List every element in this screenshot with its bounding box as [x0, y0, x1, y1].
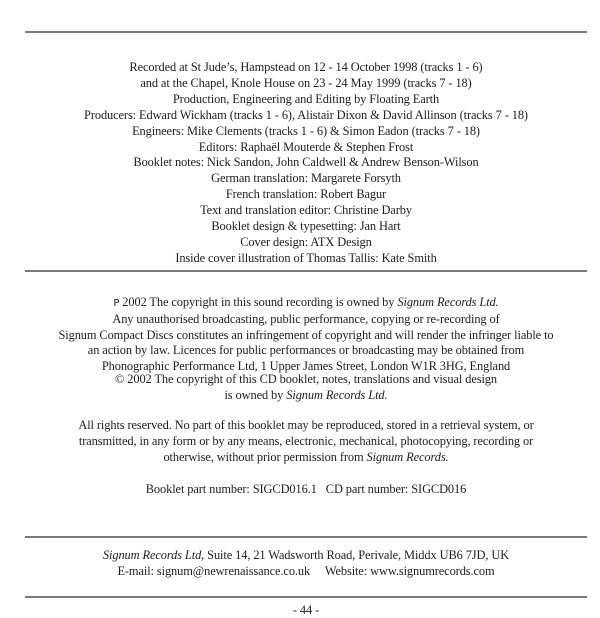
- contact-line: [25, 564, 587, 580]
- divider-footer-bottom: [25, 596, 587, 598]
- copyright-line: [25, 295, 587, 312]
- credit-line: Production, Engineering and Editing by Floating Earth: [172, 91, 440, 106]
- copyright-line: Any unauthorised broadcasting, public performance, copying or re-recording of: [112, 311, 500, 326]
- credit-line: Text and translation editor: Christine Darby: [200, 203, 412, 218]
- page-number: - 44 -: [292, 603, 320, 617]
- copyright-owner: Signum Records Ltd.: [286, 387, 388, 402]
- footer-address: [25, 548, 587, 579]
- copyright-text: 2002 The copyright in this sound recording is owned by: [122, 295, 395, 309]
- cd-part-number: CD part number: SIGCD016: [325, 482, 467, 496]
- phonogram-icon: P: [113, 298, 120, 309]
- address-line: [25, 548, 587, 564]
- copyright-owner: Signum Records Ltd.: [397, 295, 499, 309]
- credits-section: [25, 60, 587, 267]
- copyright-text: is owned by: [224, 387, 284, 402]
- credit-line: and at the Chapel, Knole House on 23 - 24 May 1999 (tracks 7 - 18): [140, 75, 472, 90]
- credit-line: Booklet design & typesetting: Jan Hart: [211, 219, 401, 234]
- copyright-line: © 2002 The copyright of this CD booklet, notes, translations and visual design: [114, 372, 497, 386]
- rights-line: transmitted, in any form or by any means, electronic, mechanical, photocopying, recording or: [78, 433, 534, 448]
- copyright-line: Signum Compact Discs constitutes an infringement of copyright and will render the infringer liable to: [58, 327, 554, 342]
- rights-owner: Signum Records.: [366, 449, 449, 464]
- copyright-line: Phonographic Performance Ltd, 1 Upper James Street, London W1R 3HG, England: [101, 359, 511, 374]
- rights-notice: [25, 418, 587, 465]
- divider-top: [25, 31, 587, 33]
- company-address: , Suite 14, 21 Wadsworth Road, Perivale, Middx UB6 7JD, UK: [201, 548, 510, 562]
- rights-text: otherwise, without prior permission from: [163, 449, 364, 464]
- credit-line: Inside cover illustration of Thomas Tallis: Kate Smith: [175, 250, 437, 265]
- phonographic-copyright: [25, 295, 587, 375]
- part-numbers-line: [25, 481, 587, 497]
- booklet-part-number: Booklet part number: SIGCD016.1: [145, 482, 317, 496]
- company-name: Signum Records Ltd: [102, 548, 202, 562]
- credit-line: Producers: Edward Wickham (tracks 1 - 6), Alistair Dixon & David Allinson (tracks 7 - 18): [84, 107, 528, 122]
- copyright-line: an action by law. Licences for public performances or broadcasting may be obtained from: [87, 343, 525, 358]
- credit-line: Cover design: ATX Design: [240, 234, 372, 249]
- credit-line: Recorded at St Jude’s, Hampstead on 12 - 14 October 1998 (tracks 1 - 6): [129, 60, 483, 74]
- rights-line: All rights reserved. No part of this booklet may be reproduced, stored in a retrieval system, or: [78, 418, 534, 432]
- credit-line: French translation: Robert Bagur: [225, 187, 387, 202]
- credit-line: Booklet notes: Nick Sandon, John Caldwell & Andrew Benson-Wilson: [133, 155, 479, 170]
- divider-footer-top: [25, 536, 587, 538]
- website-link[interactable]: Website: www.signumrecords.com: [324, 563, 495, 578]
- email-link[interactable]: E-mail: signum@newrenaissance.co.uk: [117, 563, 311, 578]
- booklet-copyright: [25, 372, 587, 404]
- credit-line: Engineers: Mike Clements (tracks 1 - 6) & Simon Eadon (tracks 7 - 18): [132, 123, 480, 138]
- copyright-line: [25, 388, 587, 404]
- credit-line: Editors: Raphaël Mouterde & Stephen Frost: [198, 139, 414, 154]
- divider-middle: [25, 270, 587, 272]
- credit-line: German translation: Margarete Forsyth: [211, 171, 401, 186]
- rights-line: [25, 450, 587, 466]
- part-numbers: [25, 481, 587, 497]
